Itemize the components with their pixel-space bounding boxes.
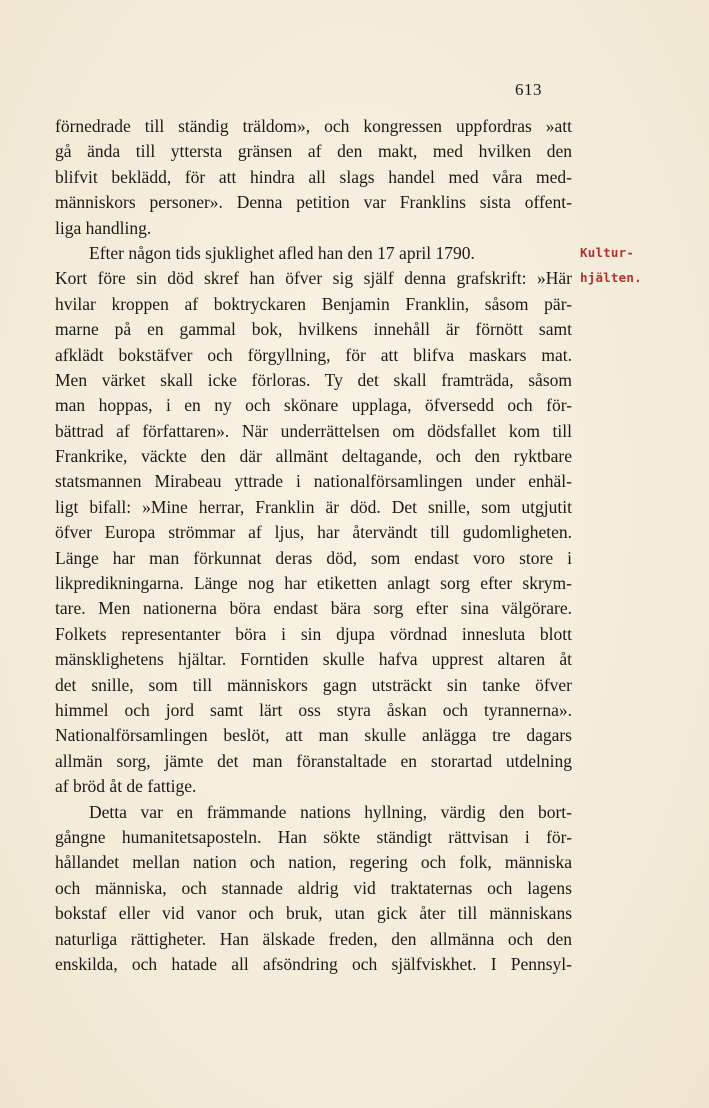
text-line: bättrad af författaren». När underrättelsen om dödsfallet kom till [55, 420, 572, 441]
text-line: Kort före sin död skref han öfver sig själf denna grafskrift: »Här [55, 268, 572, 289]
text-line: och människa, och stannade aldrig vid traktaternas och lagens [55, 877, 572, 898]
margin-note-line: hjälten. [580, 270, 642, 285]
text-line: gångne humanitetsaposteln. Han sökte ständigt rättvisan i för- [55, 826, 572, 847]
page-number: 613 [515, 80, 542, 99]
margin-note [580, 240, 642, 290]
text-line: naturliga rättigheter. Han älskade freden, den allmänna och den [55, 928, 572, 949]
text-line: Nationalförsamlingen beslöt, att man skulle anlägga tre dagars [55, 725, 572, 746]
text-line: statsmannen Mirabeau yttrade i nationalförsamlingen under enhäl- [55, 471, 572, 492]
text-line: bokstaf eller vid vanor och bruk, utan gick åter till människans [55, 903, 572, 924]
text-line: man hoppas, i en ny och skönare upplaga, öfversedd och för- [55, 395, 572, 416]
text-line: af bröd åt de fattige. [55, 776, 197, 797]
text-line: förnedrade till ständig träldom», och kongressen uppfordras »att [55, 116, 572, 136]
text-line: liga handling. [55, 217, 152, 238]
text-line: ligt bifall: »Mine herrar, Franklin är död. Det snille, som utgjutit [55, 496, 572, 517]
text-line: himmel och jord samt lärt oss styra åskan och tyrannerna». [55, 699, 572, 720]
margin-note-line: Kultur- [580, 245, 635, 260]
text-line: människors personer». Denna petition var Franklins sista offent- [55, 192, 572, 213]
text-line: gå ända till yttersta gränsen af den makt, med hvilken den [55, 141, 572, 162]
text-line: tare. Men nationerna böra endast bära sorg efter sina välgörare. [55, 598, 572, 619]
text-line: Men värket skall icke förloras. Ty det skall framträda, såsom [55, 369, 572, 390]
text-line: öfver Europa strömmar af ljus, har återvändt till gudomligheten. [55, 522, 572, 543]
text-line: Folkets representanter böra i sin djupa vördnad innesluta blott [55, 623, 572, 644]
text-line: Efter någon tids sjuklighet afled han den 17 april 1790. [89, 242, 475, 263]
text-line: Länge har man förkunnat deras död, som endast voro store i [55, 547, 572, 568]
text-line: Frankrike, väckte den där allmänt deltagande, och den ryktbare [55, 446, 572, 467]
text-line: likpredikningarna. Länge nog har etiketten anlagt sorg efter skrym- [55, 573, 572, 594]
body-text [55, 114, 572, 977]
text-line: afklädt bokstäfver och förgyllning, för att blifva maskars mat. [55, 344, 572, 365]
text-line: marne på en gammal bok, hvilkens innehåll är förnött samt [55, 319, 572, 340]
text-line: Detta var en främmande nations hyllning, värdig den bort- [89, 801, 572, 822]
text-line: allmän sorg, jämte det man föranstaltade en storartad utdelning [55, 750, 572, 771]
text-line: enskilda, och hatade all afsöndring och själfviskhet. I Pennsyl- [55, 953, 572, 974]
text-line: hvilar kroppen af boktryckaren Benjamin Franklin, såsom pär- [55, 293, 572, 314]
text-line: det snille, som till människors gagn utsträckt sin tanke öfver [55, 674, 572, 695]
text-line: mänsklighetens hjältar. Forntiden skulle hafva upprest altaren åt [55, 649, 572, 670]
text-line: blifvit beklädd, för att hindra all slags handel med våra med- [55, 166, 572, 187]
text-line: hållandet mellan nation och nation, regering och folk, människa [55, 852, 572, 873]
